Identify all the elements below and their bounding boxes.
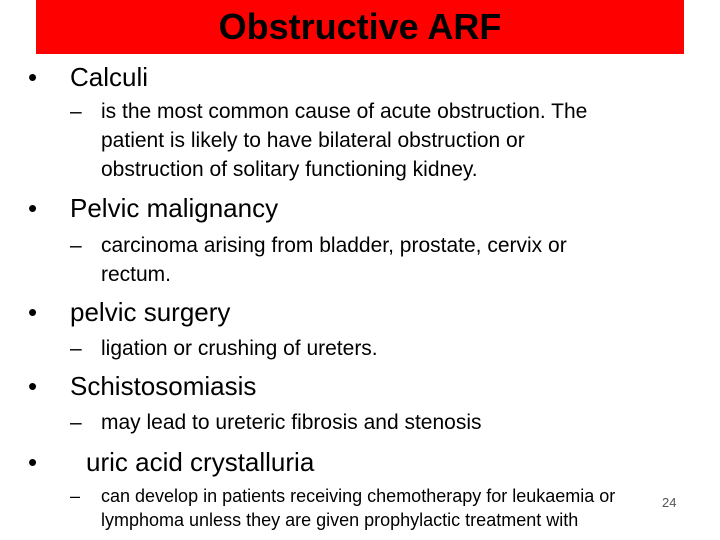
bullet-label: Schistosomiasis	[70, 371, 257, 401]
sub-line: patient is likely to have bilateral obstruction or	[101, 129, 525, 152]
bullet-label: Calculi	[70, 62, 149, 92]
bullet-marker: •	[28, 193, 38, 223]
bullet-label: uric acid crystalluria	[86, 447, 315, 477]
bullet-marker: •	[28, 447, 38, 477]
sub-line: is the most common cause of acute obstruction. The	[101, 100, 588, 123]
bullet-pelvic-malignancy	[28, 193, 278, 223]
page-number: 24	[662, 495, 677, 510]
sub-dash: –	[70, 100, 82, 123]
bullet-label: Pelvic malignancy	[70, 193, 279, 223]
sub-dash: –	[70, 411, 82, 434]
sub-line: can develop in patients receiving chemotherapy for leukaemia or	[101, 486, 616, 506]
bullet-label: pelvic surgery	[70, 297, 231, 327]
sub-line: carcinoma arising from bladder, prostate, cervix or	[101, 234, 567, 257]
sub-dash: –	[70, 234, 82, 257]
sub-line: may lead to ureteric fibrosis and stenosis	[101, 411, 482, 434]
title-bar	[36, 0, 684, 54]
bullet-pelvic-surgery	[28, 297, 230, 327]
bullet-uric-acid	[28, 447, 314, 477]
bullet-marker: •	[28, 297, 38, 327]
sub-line: lymphoma unless they are given prophylactic treatment with	[101, 510, 579, 530]
bullet-calculi	[28, 62, 148, 92]
bullet-schistosomiasis	[28, 371, 256, 401]
sub-line: rectum.	[101, 263, 172, 286]
sub-line: obstruction of solitary functioning kidney.	[101, 158, 478, 181]
bullet-marker: •	[28, 371, 38, 401]
sub-dash: –	[70, 486, 81, 506]
sub-line: ligation or crushing of ureters.	[101, 337, 378, 360]
slide-title: Obstructive ARF	[218, 6, 502, 47]
sub-dash: –	[70, 337, 82, 360]
bullet-marker: •	[28, 62, 38, 92]
